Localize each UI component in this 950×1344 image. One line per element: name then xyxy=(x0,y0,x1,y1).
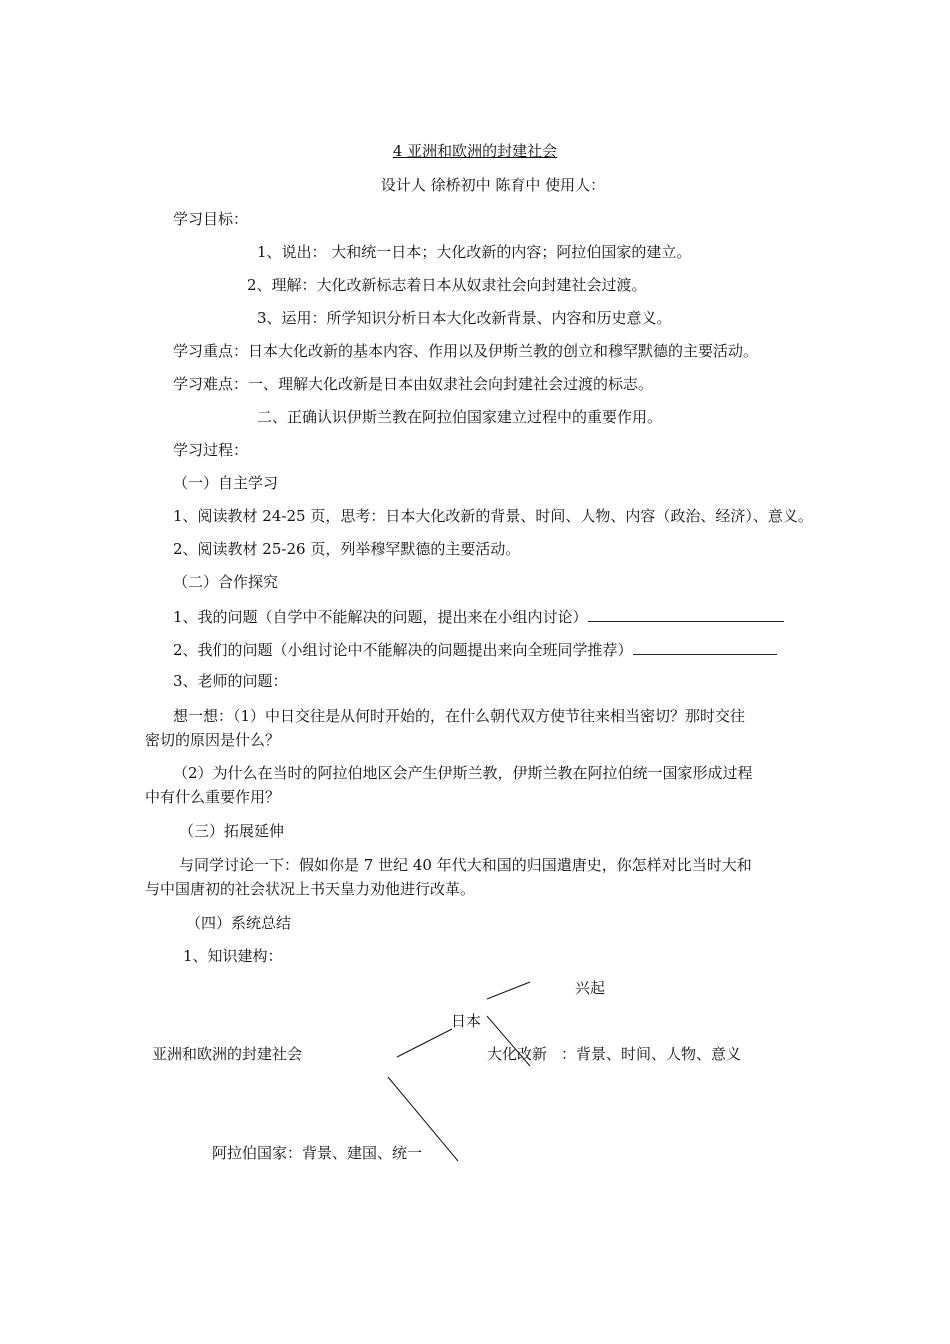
connector-line xyxy=(487,982,530,999)
extension-line: 与中国唐初的社会状况上书天皇力劝他进行改革。 xyxy=(145,880,476,898)
self-study-item: 1、阅读教材 24-25 页，思考：日本大化改新的背景、时间、人物、内容（政治、经济）、意义。 xyxy=(173,507,813,525)
byline: 设计人 徐桥初中 陈育中 使用人： xyxy=(380,176,606,194)
objective-item: 1、说出： 大和统一日本；大化改新的内容；阿拉伯国家的建立。 xyxy=(257,243,692,261)
connector-line xyxy=(397,1029,452,1057)
self-study-heading: （一）自主学习 xyxy=(173,474,279,492)
teacher-question: 3、老师的问题： xyxy=(173,672,288,690)
cooperation-heading: （二）合作探究 xyxy=(173,573,279,591)
diagram-root: 亚洲和欧洲的封建社会 xyxy=(152,1045,303,1063)
page-title: 4 亚洲和欧洲的封建社会 xyxy=(392,142,558,160)
think-line: （2）为什么在当时的阿拉伯地区会产生伊斯兰教，伊斯兰教在阿拉伯统一国家形成过程 xyxy=(173,764,753,782)
diagram-reform-detail: ：背景、时间、人物、意义 xyxy=(561,1045,742,1063)
think-line: 密切的原因是什么？ xyxy=(145,731,281,749)
self-study-item: 2、阅读教材 25-26 页，列举穆罕默德的主要活动。 xyxy=(173,540,521,558)
my-question-text: 1、我的问题（自学中不能解决的问题，提出来在小组内讨论） xyxy=(173,608,588,626)
diagram-japan: 日本 xyxy=(451,1012,482,1030)
process-heading: 学习过程： xyxy=(173,441,249,459)
key-point: 学习重点：日本大化改新的基本内容、作用以及伊斯兰教的创立和穆罕默德的主要活动。 xyxy=(173,342,759,360)
difficulty-line: 学习难点：一、理解大化改新是日本由奴隶社会向封建社会过渡的标志。 xyxy=(173,375,654,393)
diagram-arab: 阿拉伯国家：背景、建国、统一 xyxy=(212,1144,423,1162)
difficulty-line: 二、正确认识伊斯兰教在阿拉伯国家建立过程中的重要作用。 xyxy=(257,408,663,426)
our-question-text: 2、我们的问题（小组讨论中不能解决的问题提出来向全班同学推荐） xyxy=(173,641,633,659)
extension-heading: （三）拓展延伸 xyxy=(179,822,285,840)
extension-line: 与同学讨论一下：假如你是 7 世纪 40 年代大和国的归国遣唐史，你怎样对比当时大和 xyxy=(179,856,752,874)
diagram-rise: 兴起 xyxy=(575,979,606,997)
diagram-reform xyxy=(487,1044,741,1064)
diagram-reform-label: 大化改新 xyxy=(487,1045,548,1063)
objective-item: 2、理解：大化改新标志着日本从奴隶社会向封建社会过渡。 xyxy=(247,276,647,294)
objective-item: 3、运用：所学知识分析日本大化改新背景、内容和历史意义。 xyxy=(257,309,672,327)
knowledge-construction: 1、知识建构： xyxy=(183,947,283,965)
summary-heading: （四）系统总结 xyxy=(186,914,292,932)
objectives-heading: 学习目标： xyxy=(173,210,249,228)
think-line: 中有什么重要作用？ xyxy=(145,788,281,806)
think-line: 想一想：（1）中日交往是从何时开始的，在什么朝代双方使节往来相当密切？那时交往 xyxy=(173,707,746,725)
